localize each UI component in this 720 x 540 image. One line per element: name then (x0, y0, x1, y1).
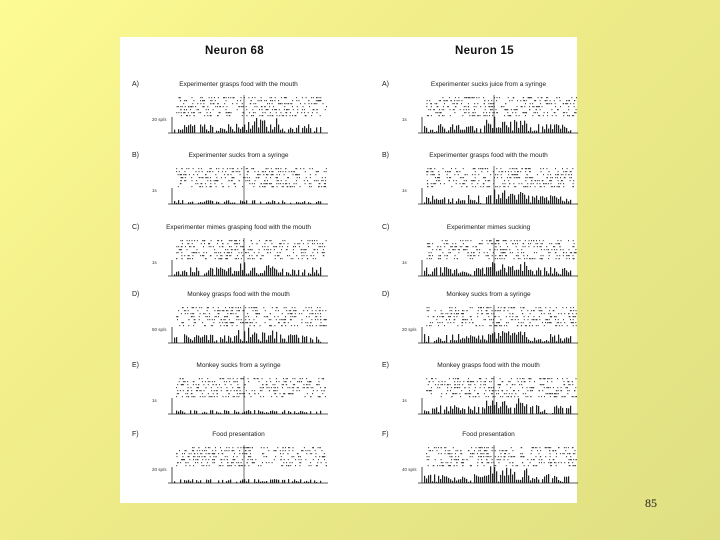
panel-condition: Experimenter mimes sucking (446, 224, 531, 231)
raster-histogram (382, 291, 592, 357)
panel-right-4 (382, 291, 592, 357)
panel-letter: A) (132, 81, 139, 88)
raster-histogram (382, 224, 592, 290)
panel-condition: Monkey grasps food with the mouth (187, 291, 290, 298)
panel-letter: F) (132, 431, 139, 438)
column-title-right: Neuron 15 (455, 45, 514, 57)
panel-condition: Experimenter sucks juice from a syringe (430, 81, 547, 88)
scale-label: 20 sp/s (402, 327, 417, 332)
scale-label: 50 sp/s (152, 327, 167, 332)
panel-letter: B) (132, 152, 139, 159)
scale-label: 1s (152, 398, 157, 403)
scale-label: 1s (402, 188, 407, 193)
scale-label: 20 sp/s (152, 117, 167, 122)
raster-histogram (132, 431, 342, 497)
panel-left-2 (132, 152, 342, 218)
panel-letter: F) (382, 431, 389, 438)
panel-left-6 (132, 431, 342, 497)
raster-histogram (132, 152, 342, 218)
raster-histogram (382, 431, 592, 497)
panel-left-1 (132, 81, 342, 147)
panel-letter: D) (382, 291, 390, 298)
raster-histogram (132, 362, 342, 428)
panel-right-1 (382, 81, 592, 147)
scale-label: 40 sp/s (402, 467, 417, 472)
panel-right-3 (382, 224, 592, 290)
panel-right-2 (382, 152, 592, 218)
scale-label: 1s (402, 398, 407, 403)
panel-condition: Monkey grasps food with the mouth (437, 362, 540, 369)
raster-histogram (382, 362, 592, 428)
panel-letter: A) (382, 81, 389, 88)
panel-condition: Experimenter mimes grasping food with the mouth (166, 224, 311, 231)
panel-right-5 (382, 362, 592, 428)
raster-histogram (382, 81, 592, 147)
panel-condition: Monkey sucks from a syringe (196, 362, 281, 369)
panel-left-4 (132, 291, 342, 357)
raster-histogram (132, 224, 342, 290)
page-number: 85 (645, 496, 657, 510)
neuron-figure (120, 37, 577, 503)
panel-right-6 (382, 431, 592, 497)
panel-letter: C) (132, 224, 140, 231)
panel-letter: D) (132, 291, 140, 298)
scale-label: 1s (152, 188, 157, 193)
panel-condition: Experimenter grasps food with the mouth (429, 152, 548, 159)
panel-condition: Monkey sucks from a syringe (446, 291, 531, 298)
scale-label: 20 sp/s (152, 467, 167, 472)
panel-letter: B) (382, 152, 389, 159)
panel-letter: E) (382, 362, 389, 369)
panel-left-3 (132, 224, 342, 290)
panel-letter: C) (382, 224, 390, 231)
raster-histogram (382, 152, 592, 218)
raster-histogram (132, 81, 342, 147)
raster-histogram (132, 291, 342, 357)
panel-condition: Food presentation (212, 431, 265, 438)
panel-condition: Food presentation (462, 431, 515, 438)
panel-condition: Experimenter grasps food with the mouth (179, 81, 298, 88)
scale-label: 1s (402, 260, 407, 265)
scale-label: 1s (152, 260, 157, 265)
panel-condition: Experimenter sucks from a syringe (188, 152, 289, 159)
scale-label: 1s (402, 117, 407, 122)
panel-letter: E) (132, 362, 139, 369)
panel-left-5 (132, 362, 342, 428)
column-title-left: Neuron 68 (205, 45, 264, 57)
